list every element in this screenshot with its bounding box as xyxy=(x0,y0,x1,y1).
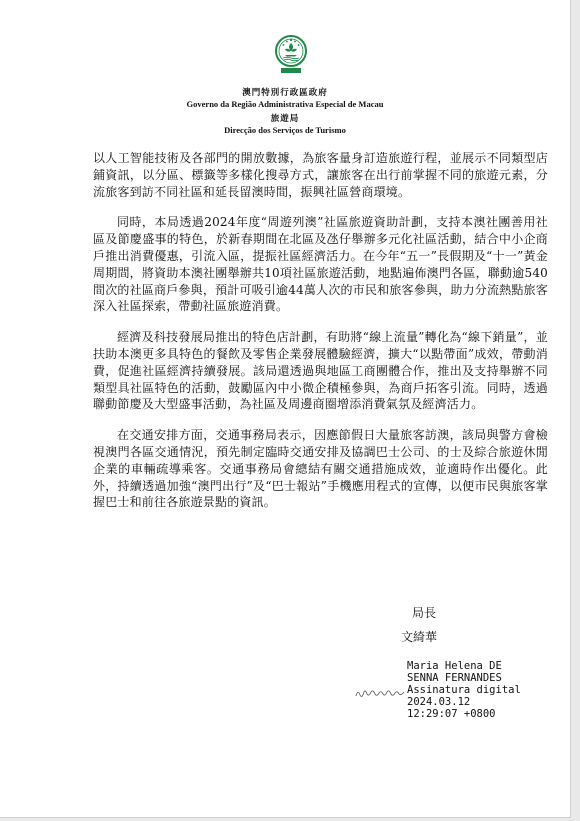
signatory-title: 局長 xyxy=(412,606,437,620)
paragraph: 同時，本局透過2024年度“周遊列澳”社區旅遊資助計劃，支持本澳社團善用社區及節慶盛事的特色，於新春期間在北區及氹仔舉辦多元化社區活動，結合中小企商戶推出消費優惠，引流入區，提振社區經濟活力。在今年“五一”長假期及“十一”黃金周期間，將資助本澳社團舉辦共10項社區旅遊活動，地點遍佈澳門各區，聯動逾540間次的社區商戶參與，預計可吸引逾44萬人次的市民和旅客參與，助力分流熱點旅客深入社區探索，帶動社區旅遊消費。 xyxy=(93,215,548,314)
signer-name-line2: SENNA FERNANDES xyxy=(407,672,502,684)
gov-name-chinese: 澳門特別行政區政府 xyxy=(242,88,328,98)
paragraph: 經濟及科技發展局推出的特色店計劃，有助將“線上流量”轉化為“線下銷量”，並扶助本澳更多具特色的餐飲及零售企業發展體驗經濟，擴大“以點帶面”成效，帶動消費，促進社區經濟持續發展。該局還透過與地區工商團體合作，推出及支持舉辦不同類型具社區特色的活動，鼓勵區內中小微企積極參與，為商戶拓客引流。同時，透過聯動節慶及大型盛事活動，為社區及周邊商圈增添消費氣氛及經濟活力。 xyxy=(93,330,548,412)
digital-signature-block xyxy=(407,660,521,720)
letter-body xyxy=(93,150,548,525)
dept-name-chinese: 旅遊局 xyxy=(270,114,300,124)
signature-time: 12:29:07 +0800 xyxy=(407,708,496,720)
signature-date: 2024.03.12 xyxy=(407,696,471,708)
dept-name-portuguese: Direcção dos Serviços de Turismo xyxy=(224,125,346,135)
signer-name-line1: Maria Helena DE xyxy=(407,660,502,672)
gov-name-portuguese: Governo da Região Administrativa Especial de Macau xyxy=(186,99,384,109)
paragraph: 以人工智能技術及各部門的開放數據，為旅客量身訂造旅遊行程，並展示不同類型店鋪資訊，以分區、標籤等多樣化搜尋方式，讓旅客在出行前掌握不同的旅遊元素，分流旅客到訪不同社區和延長留澳時間，振興社區營商環境。 xyxy=(93,151,548,199)
handwritten-signature-icon xyxy=(354,686,406,700)
signature-label: Assinatura digital xyxy=(407,684,521,696)
signatory-name-chinese: 文綺華 xyxy=(401,630,438,644)
macau-emblem-icon xyxy=(273,34,309,76)
paragraph: 在交通安排方面，交通事務局表示，因應節假日大量旅客訪澳，該局與警方會檢視澳門各區交通情況，預先制定臨時交通安排及協調巴士公司、的士及綜合旅遊休閒企業的車輛疏導乘客。交通事務局會總結有關交通措施成效，並適時作出優化。此外，持續透過加強“澳門出行”及“巴士報站”手機應用程式的宣傳，以便市民與旅客掌握巴士和前往各旅遊景點的資訊。 xyxy=(93,428,548,510)
